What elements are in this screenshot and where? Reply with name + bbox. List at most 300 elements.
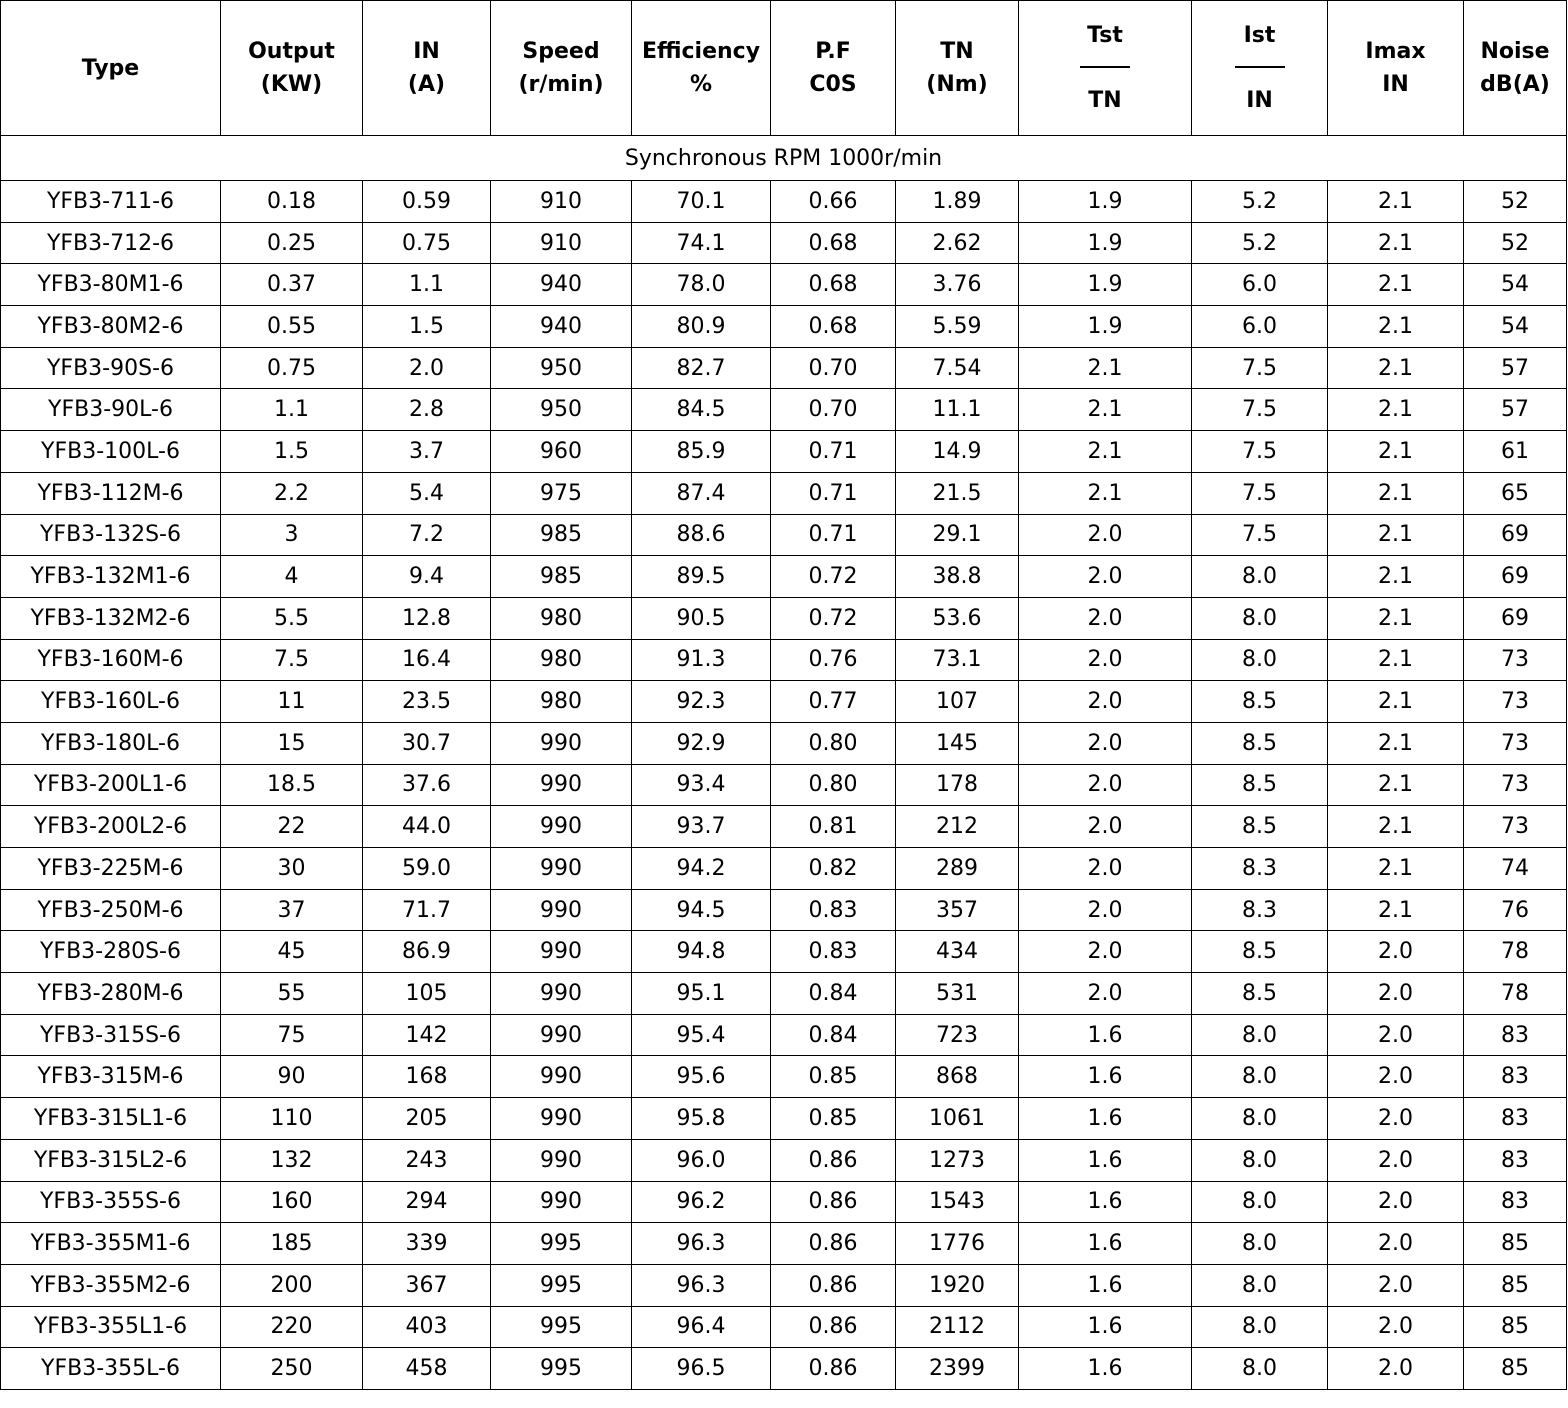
cell-efficiency: 88.6 <box>632 514 771 556</box>
table-row <box>1 514 1567 556</box>
cell-torque-ratio: 2.0 <box>1019 931 1192 973</box>
cell-torque-ratio: 1.6 <box>1019 1223 1192 1265</box>
cell-speed: 980 <box>491 597 632 639</box>
table-row <box>1 1306 1567 1348</box>
cell-output: 0.25 <box>221 222 363 264</box>
cell-torque-ratio: 1.9 <box>1019 264 1192 306</box>
cell-max-current-ratio: 2.1 <box>1328 556 1464 598</box>
cell-torque-ratio: 1.9 <box>1019 306 1192 348</box>
cell-power-factor: 0.77 <box>771 681 896 723</box>
cell-rated-torque: 145 <box>896 722 1019 764</box>
cell-torque-ratio: 2.0 <box>1019 764 1192 806</box>
cell-rated-torque: 868 <box>896 1056 1019 1098</box>
cell-type: YFB3-280M-6 <box>1 973 221 1015</box>
cell-noise: 69 <box>1464 514 1567 556</box>
cell-max-current-ratio: 2.1 <box>1328 472 1464 514</box>
cell-speed: 985 <box>491 556 632 598</box>
cell-type: YFB3-711-6 <box>1 181 221 223</box>
table-row <box>1 306 1567 348</box>
cell-max-current-ratio: 2.0 <box>1328 973 1464 1015</box>
cell-efficiency: 96.2 <box>632 1181 771 1223</box>
cell-power-factor: 0.86 <box>771 1223 896 1265</box>
cell-speed: 980 <box>491 681 632 723</box>
cell-power-factor: 0.76 <box>771 639 896 681</box>
cell-efficiency: 94.5 <box>632 889 771 931</box>
cell-output: 75 <box>221 1014 363 1056</box>
cell-power-factor: 0.83 <box>771 931 896 973</box>
table-row <box>1 181 1567 223</box>
cell-rated-torque: 14.9 <box>896 431 1019 473</box>
cell-current-ratio: 7.5 <box>1192 347 1328 389</box>
cell-max-current-ratio: 2.1 <box>1328 722 1464 764</box>
cell-speed: 995 <box>491 1306 632 1348</box>
cell-power-factor: 0.71 <box>771 514 896 556</box>
cell-rated-torque: 107 <box>896 681 1019 723</box>
cell-current: 2.0 <box>363 347 491 389</box>
cell-noise: 85 <box>1464 1348 1567 1390</box>
cell-current-ratio: 8.0 <box>1192 597 1328 639</box>
cell-type: YFB3-200L1-6 <box>1 764 221 806</box>
cell-max-current-ratio: 2.0 <box>1328 1348 1464 1390</box>
cell-noise: 73 <box>1464 639 1567 681</box>
cell-rated-torque: 723 <box>896 1014 1019 1056</box>
cell-current: 86.9 <box>363 931 491 973</box>
cell-rated-torque: 2399 <box>896 1348 1019 1390</box>
cell-current-ratio: 8.0 <box>1192 1223 1328 1265</box>
cell-efficiency: 95.8 <box>632 1098 771 1140</box>
cell-torque-ratio: 1.6 <box>1019 1348 1192 1390</box>
cell-max-current-ratio: 2.1 <box>1328 597 1464 639</box>
cell-speed: 990 <box>491 722 632 764</box>
cell-speed: 995 <box>491 1348 632 1390</box>
cell-output: 22 <box>221 806 363 848</box>
cell-power-factor: 0.68 <box>771 222 896 264</box>
cell-torque-ratio: 1.6 <box>1019 1264 1192 1306</box>
cell-current: 0.59 <box>363 181 491 223</box>
table-row <box>1 1348 1567 1390</box>
cell-type: YFB3-80M1-6 <box>1 264 221 306</box>
cell-output: 1.1 <box>221 389 363 431</box>
cell-rated-torque: 1543 <box>896 1181 1019 1223</box>
cell-type: YFB3-712-6 <box>1 222 221 264</box>
cell-current-ratio: 7.5 <box>1192 514 1328 556</box>
cell-type: YFB3-355L1-6 <box>1 1306 221 1348</box>
cell-type: YFB3-80M2-6 <box>1 306 221 348</box>
cell-efficiency: 90.5 <box>632 597 771 639</box>
table-row <box>1 806 1567 848</box>
table-row <box>1 1181 1567 1223</box>
cell-max-current-ratio: 2.0 <box>1328 1264 1464 1306</box>
cell-noise: 76 <box>1464 889 1567 931</box>
cell-output: 15 <box>221 722 363 764</box>
cell-efficiency: 87.4 <box>632 472 771 514</box>
cell-max-current-ratio: 2.1 <box>1328 389 1464 431</box>
table-row <box>1 1139 1567 1181</box>
cell-type: YFB3-250M-6 <box>1 889 221 931</box>
cell-noise: 52 <box>1464 181 1567 223</box>
cell-max-current-ratio: 2.1 <box>1328 306 1464 348</box>
cell-max-current-ratio: 2.0 <box>1328 1098 1464 1140</box>
cell-noise: 73 <box>1464 722 1567 764</box>
cell-output: 0.55 <box>221 306 363 348</box>
header-power-factor: P.F C0S <box>771 1 896 136</box>
header-output: Output (KW) <box>221 1 363 136</box>
cell-speed: 950 <box>491 389 632 431</box>
header-current: IN (A) <box>363 1 491 136</box>
cell-rated-torque: 7.54 <box>896 347 1019 389</box>
cell-current-ratio: 5.2 <box>1192 222 1328 264</box>
cell-efficiency: 91.3 <box>632 639 771 681</box>
cell-type: YFB3-315L2-6 <box>1 1139 221 1181</box>
cell-max-current-ratio: 2.0 <box>1328 1181 1464 1223</box>
cell-power-factor: 0.80 <box>771 764 896 806</box>
table-row <box>1 389 1567 431</box>
cell-speed: 990 <box>491 848 632 890</box>
cell-type: YFB3-355M2-6 <box>1 1264 221 1306</box>
cell-output: 0.18 <box>221 181 363 223</box>
cell-type: YFB3-100L-6 <box>1 431 221 473</box>
table-row <box>1 889 1567 931</box>
cell-current-ratio: 8.0 <box>1192 1139 1328 1181</box>
header-type: Type <box>1 1 221 136</box>
cell-rated-torque: 5.59 <box>896 306 1019 348</box>
table-row <box>1 639 1567 681</box>
cell-torque-ratio: 2.1 <box>1019 389 1192 431</box>
cell-max-current-ratio: 2.0 <box>1328 1139 1464 1181</box>
cell-rated-torque: 212 <box>896 806 1019 848</box>
cell-speed: 990 <box>491 1014 632 1056</box>
cell-speed: 990 <box>491 889 632 931</box>
cell-output: 200 <box>221 1264 363 1306</box>
cell-power-factor: 0.85 <box>771 1098 896 1140</box>
table-row <box>1 556 1567 598</box>
cell-rated-torque: 1061 <box>896 1098 1019 1140</box>
table-row <box>1 597 1567 639</box>
cell-rated-torque: 289 <box>896 848 1019 890</box>
cell-noise: 69 <box>1464 556 1567 598</box>
cell-output: 185 <box>221 1223 363 1265</box>
header-rated-torque: TN (Nm) <box>896 1 1019 136</box>
cell-output: 4 <box>221 556 363 598</box>
cell-current: 44.0 <box>363 806 491 848</box>
cell-noise: 85 <box>1464 1223 1567 1265</box>
cell-noise: 83 <box>1464 1139 1567 1181</box>
cell-power-factor: 0.81 <box>771 806 896 848</box>
cell-noise: 54 <box>1464 306 1567 348</box>
cell-rated-torque: 73.1 <box>896 639 1019 681</box>
cell-type: YFB3-112M-6 <box>1 472 221 514</box>
cell-torque-ratio: 1.9 <box>1019 222 1192 264</box>
cell-torque-ratio: 1.6 <box>1019 1139 1192 1181</box>
cell-max-current-ratio: 2.1 <box>1328 222 1464 264</box>
cell-current: 3.7 <box>363 431 491 473</box>
cell-efficiency: 94.8 <box>632 931 771 973</box>
cell-noise: 54 <box>1464 264 1567 306</box>
cell-power-factor: 0.72 <box>771 556 896 598</box>
cell-max-current-ratio: 2.0 <box>1328 931 1464 973</box>
cell-current: 1.5 <box>363 306 491 348</box>
cell-max-current-ratio: 2.1 <box>1328 848 1464 890</box>
cell-output: 7.5 <box>221 639 363 681</box>
cell-power-factor: 0.86 <box>771 1264 896 1306</box>
table-row <box>1 764 1567 806</box>
cell-speed: 940 <box>491 264 632 306</box>
cell-power-factor: 0.71 <box>771 472 896 514</box>
cell-current-ratio: 8.5 <box>1192 722 1328 764</box>
cell-current: 168 <box>363 1056 491 1098</box>
header-noise: Noise dB(A) <box>1464 1 1567 136</box>
cell-current-ratio: 8.0 <box>1192 639 1328 681</box>
cell-efficiency: 96.3 <box>632 1223 771 1265</box>
cell-output: 11 <box>221 681 363 723</box>
cell-rated-torque: 21.5 <box>896 472 1019 514</box>
cell-output: 55 <box>221 973 363 1015</box>
cell-type: YFB3-355L-6 <box>1 1348 221 1390</box>
cell-noise: 57 <box>1464 347 1567 389</box>
table-row <box>1 1098 1567 1140</box>
cell-current-ratio: 8.0 <box>1192 1098 1328 1140</box>
table-row <box>1 722 1567 764</box>
cell-power-factor: 0.85 <box>771 1056 896 1098</box>
cell-current: 142 <box>363 1014 491 1056</box>
cell-speed: 950 <box>491 347 632 389</box>
cell-current: 71.7 <box>363 889 491 931</box>
cell-noise: 73 <box>1464 681 1567 723</box>
cell-current: 23.5 <box>363 681 491 723</box>
cell-max-current-ratio: 2.1 <box>1328 764 1464 806</box>
cell-speed: 985 <box>491 514 632 556</box>
cell-efficiency: 93.4 <box>632 764 771 806</box>
section-row <box>1 136 1567 181</box>
cell-torque-ratio: 1.6 <box>1019 1014 1192 1056</box>
cell-rated-torque: 29.1 <box>896 514 1019 556</box>
cell-current-ratio: 8.0 <box>1192 556 1328 598</box>
cell-current: 458 <box>363 1348 491 1390</box>
cell-output: 0.75 <box>221 347 363 389</box>
cell-efficiency: 96.3 <box>632 1264 771 1306</box>
cell-rated-torque: 178 <box>896 764 1019 806</box>
cell-torque-ratio: 2.1 <box>1019 472 1192 514</box>
cell-efficiency: 84.5 <box>632 389 771 431</box>
cell-type: YFB3-132S-6 <box>1 514 221 556</box>
cell-current: 0.75 <box>363 222 491 264</box>
table-row <box>1 848 1567 890</box>
cell-torque-ratio: 2.0 <box>1019 639 1192 681</box>
cell-output: 110 <box>221 1098 363 1140</box>
cell-output: 160 <box>221 1181 363 1223</box>
cell-power-factor: 0.68 <box>771 306 896 348</box>
cell-current: 12.8 <box>363 597 491 639</box>
cell-current-ratio: 7.5 <box>1192 431 1328 473</box>
cell-type: YFB3-132M2-6 <box>1 597 221 639</box>
cell-speed: 975 <box>491 472 632 514</box>
table-row <box>1 681 1567 723</box>
cell-current: 205 <box>363 1098 491 1140</box>
cell-noise: 57 <box>1464 389 1567 431</box>
cell-current: 5.4 <box>363 472 491 514</box>
cell-current: 1.1 <box>363 264 491 306</box>
cell-current-ratio: 5.2 <box>1192 181 1328 223</box>
cell-noise: 74 <box>1464 848 1567 890</box>
cell-current-ratio: 8.0 <box>1192 1348 1328 1390</box>
table-row <box>1 222 1567 264</box>
cell-type: YFB3-225M-6 <box>1 848 221 890</box>
cell-rated-torque: 1920 <box>896 1264 1019 1306</box>
cell-power-factor: 0.84 <box>771 973 896 1015</box>
table-row <box>1 1056 1567 1098</box>
cell-max-current-ratio: 2.0 <box>1328 1014 1464 1056</box>
cell-torque-ratio: 2.0 <box>1019 848 1192 890</box>
cell-type: YFB3-90L-6 <box>1 389 221 431</box>
cell-noise: 83 <box>1464 1181 1567 1223</box>
cell-current: 294 <box>363 1181 491 1223</box>
cell-current-ratio: 8.5 <box>1192 806 1328 848</box>
cell-rated-torque: 1273 <box>896 1139 1019 1181</box>
fraction-bar <box>1235 66 1285 68</box>
cell-current-ratio: 8.3 <box>1192 889 1328 931</box>
cell-power-factor: 0.86 <box>771 1348 896 1390</box>
table-row <box>1 264 1567 306</box>
cell-efficiency: 96.4 <box>632 1306 771 1348</box>
header-efficiency: Efficiency % <box>632 1 771 136</box>
cell-current: 30.7 <box>363 722 491 764</box>
cell-output: 18.5 <box>221 764 363 806</box>
cell-efficiency: 95.6 <box>632 1056 771 1098</box>
cell-rated-torque: 53.6 <box>896 597 1019 639</box>
cell-torque-ratio: 2.0 <box>1019 681 1192 723</box>
cell-torque-ratio: 2.0 <box>1019 722 1192 764</box>
cell-efficiency: 96.0 <box>632 1139 771 1181</box>
cell-rated-torque: 3.76 <box>896 264 1019 306</box>
cell-torque-ratio: 2.0 <box>1019 597 1192 639</box>
cell-max-current-ratio: 2.1 <box>1328 181 1464 223</box>
cell-output: 220 <box>221 1306 363 1348</box>
cell-efficiency: 89.5 <box>632 556 771 598</box>
cell-efficiency: 92.9 <box>632 722 771 764</box>
cell-efficiency: 74.1 <box>632 222 771 264</box>
cell-current-ratio: 7.5 <box>1192 389 1328 431</box>
cell-current: 9.4 <box>363 556 491 598</box>
cell-output: 2.2 <box>221 472 363 514</box>
cell-rated-torque: 38.8 <box>896 556 1019 598</box>
cell-output: 250 <box>221 1348 363 1390</box>
cell-rated-torque: 1.89 <box>896 181 1019 223</box>
cell-noise: 78 <box>1464 931 1567 973</box>
cell-speed: 990 <box>491 931 632 973</box>
cell-efficiency: 93.7 <box>632 806 771 848</box>
section-label: Synchronous RPM 1000r/min <box>1 136 1567 181</box>
cell-torque-ratio: 1.6 <box>1019 1181 1192 1223</box>
fraction-bar <box>1080 66 1130 68</box>
cell-max-current-ratio: 2.1 <box>1328 806 1464 848</box>
cell-torque-ratio: 1.9 <box>1019 181 1192 223</box>
cell-torque-ratio: 2.0 <box>1019 806 1192 848</box>
cell-power-factor: 0.86 <box>771 1306 896 1348</box>
cell-max-current-ratio: 2.1 <box>1328 889 1464 931</box>
header-max-current-ratio: Imax IN <box>1328 1 1464 136</box>
cell-output: 0.37 <box>221 264 363 306</box>
cell-max-current-ratio: 2.1 <box>1328 639 1464 681</box>
cell-current: 37.6 <box>363 764 491 806</box>
cell-speed: 960 <box>491 431 632 473</box>
cell-output: 132 <box>221 1139 363 1181</box>
cell-rated-torque: 357 <box>896 889 1019 931</box>
cell-output: 90 <box>221 1056 363 1098</box>
cell-type: YFB3-355M1-6 <box>1 1223 221 1265</box>
cell-current: 16.4 <box>363 639 491 681</box>
cell-noise: 85 <box>1464 1264 1567 1306</box>
cell-speed: 990 <box>491 764 632 806</box>
cell-torque-ratio: 2.1 <box>1019 347 1192 389</box>
cell-type: YFB3-132M1-6 <box>1 556 221 598</box>
header-row <box>1 1 1567 136</box>
cell-noise: 85 <box>1464 1306 1567 1348</box>
header-current-ratio: Ist IN <box>1192 1 1328 136</box>
cell-current-ratio: 8.0 <box>1192 1014 1328 1056</box>
cell-type: YFB3-200L2-6 <box>1 806 221 848</box>
cell-current-ratio: 6.0 <box>1192 264 1328 306</box>
cell-noise: 83 <box>1464 1098 1567 1140</box>
cell-speed: 990 <box>491 973 632 1015</box>
cell-torque-ratio: 2.0 <box>1019 514 1192 556</box>
cell-current: 105 <box>363 973 491 1015</box>
table-row <box>1 973 1567 1015</box>
cell-power-factor: 0.86 <box>771 1181 896 1223</box>
cell-noise: 83 <box>1464 1056 1567 1098</box>
cell-current-ratio: 8.0 <box>1192 1306 1328 1348</box>
cell-noise: 69 <box>1464 597 1567 639</box>
cell-noise: 73 <box>1464 806 1567 848</box>
cell-efficiency: 96.5 <box>632 1348 771 1390</box>
cell-noise: 73 <box>1464 764 1567 806</box>
cell-type: YFB3-315S-6 <box>1 1014 221 1056</box>
cell-current: 339 <box>363 1223 491 1265</box>
cell-torque-ratio: 1.6 <box>1019 1056 1192 1098</box>
cell-noise: 52 <box>1464 222 1567 264</box>
cell-output: 45 <box>221 931 363 973</box>
cell-output: 37 <box>221 889 363 931</box>
cell-torque-ratio: 2.1 <box>1019 431 1192 473</box>
cell-current-ratio: 8.5 <box>1192 973 1328 1015</box>
cell-current: 59.0 <box>363 848 491 890</box>
header-torque-ratio: Tst TN <box>1019 1 1192 136</box>
cell-type: YFB3-355S-6 <box>1 1181 221 1223</box>
cell-type: YFB3-280S-6 <box>1 931 221 973</box>
cell-rated-torque: 434 <box>896 931 1019 973</box>
cell-efficiency: 85.9 <box>632 431 771 473</box>
cell-speed: 990 <box>491 1139 632 1181</box>
cell-type: YFB3-315L1-6 <box>1 1098 221 1140</box>
cell-speed: 990 <box>491 1098 632 1140</box>
cell-power-factor: 0.71 <box>771 431 896 473</box>
cell-current-ratio: 8.5 <box>1192 681 1328 723</box>
cell-torque-ratio: 2.0 <box>1019 973 1192 1015</box>
cell-max-current-ratio: 2.1 <box>1328 681 1464 723</box>
cell-current: 2.8 <box>363 389 491 431</box>
cell-output: 5.5 <box>221 597 363 639</box>
cell-efficiency: 70.1 <box>632 181 771 223</box>
cell-power-factor: 0.70 <box>771 347 896 389</box>
cell-speed: 995 <box>491 1264 632 1306</box>
cell-power-factor: 0.66 <box>771 181 896 223</box>
table-row <box>1 431 1567 473</box>
cell-noise: 65 <box>1464 472 1567 514</box>
table-row <box>1 1264 1567 1306</box>
cell-speed: 980 <box>491 639 632 681</box>
cell-power-factor: 0.72 <box>771 597 896 639</box>
cell-max-current-ratio: 2.1 <box>1328 514 1464 556</box>
cell-speed: 990 <box>491 1181 632 1223</box>
